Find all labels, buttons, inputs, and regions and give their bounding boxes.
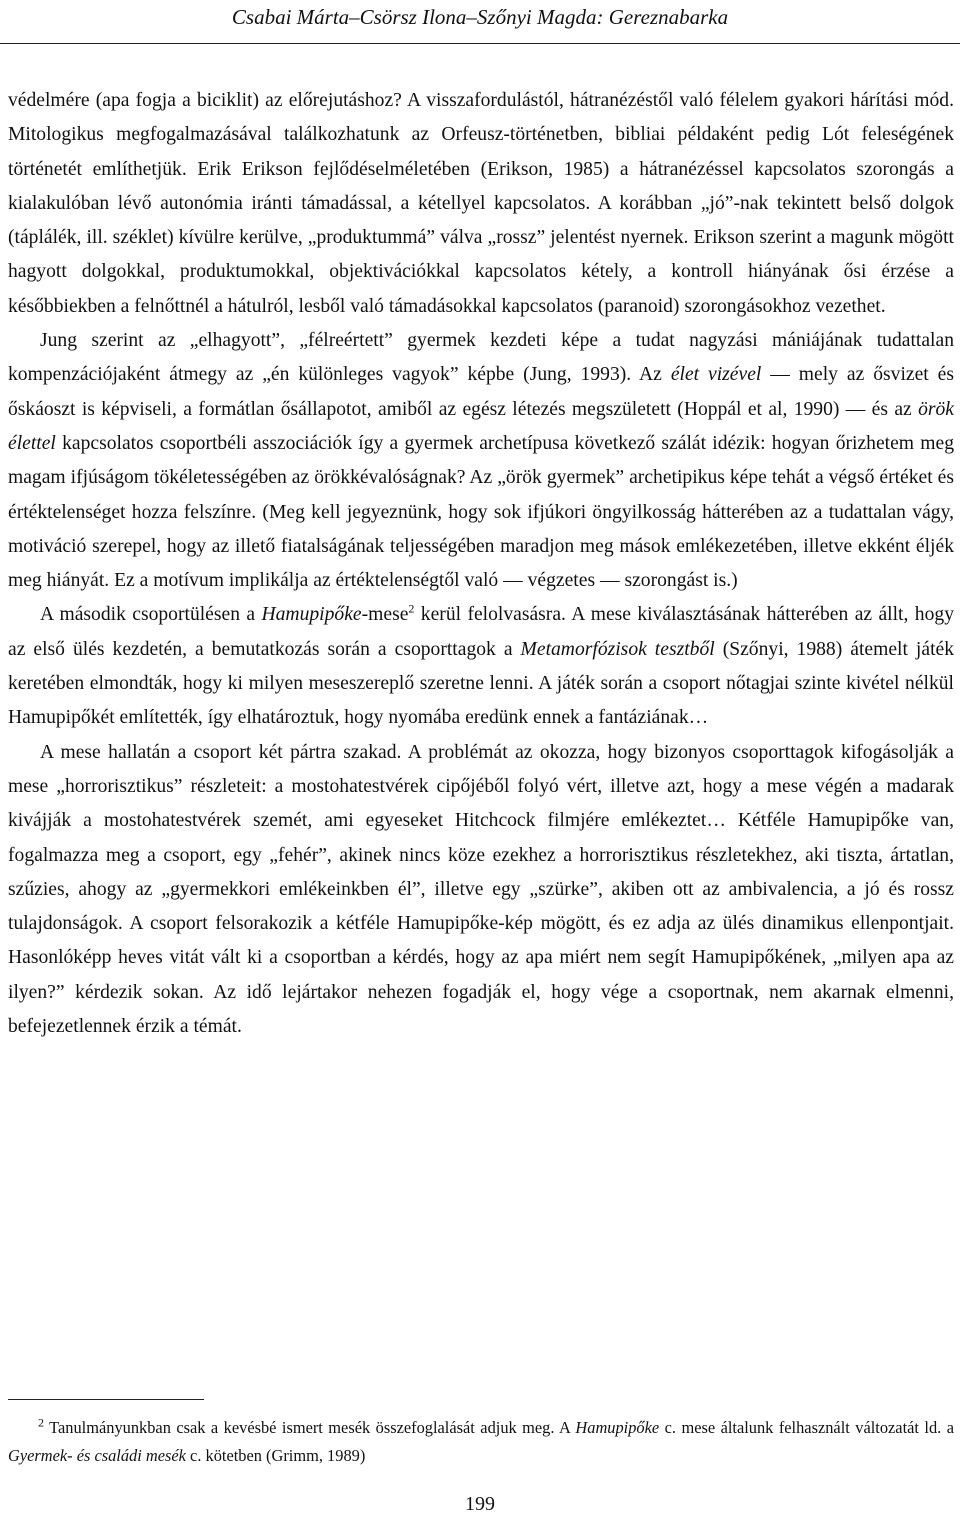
text-run: c. kötetben (Grimm, 1989) <box>185 1446 366 1465</box>
text-run: c. mese általunk felhasznált változatát ld. a <box>659 1418 954 1437</box>
text-run: A második csoportülésen a <box>40 604 262 626</box>
paragraph-1: védelmére (apa fogja a biciklit) az előrejutáshoz? A visszafordulástól, hátranézéstől való félelem gyakori hárítási mód. Mitologikus megfogalmazásával találkozhatunk az Orfeusz-történetben, bibliai példaként pedig Lót feleségének történetét említhetjük. Erik Erikson fejlődéselméletében (Erikson, 1985) a hátranézéssel kapcsolatos szorongás a kialakulóban lévő autonómia iránti támadással, a kétellyel kapcsolatos. A korábban „jó”-nak tekintett belső dolgok (táplálék, ill. széklet) kívülre kerülve, „produktummá” válva „rossz” jelentést nyernek. Erikson szerint a magunk mögött hagyott dolgokkal, produktumokkal, objektivációkkal kapcsolatos kétely, a kontroll hiányának ősi érzése a későbbiekben a felnőttnél a hátulról, lesből való támadásokkal kapcsolatos (paranoid) szorongásokhoz vezethet. <box>8 90 954 317</box>
running-header <box>0 0 960 44</box>
paragraph-2 <box>8 324 954 598</box>
paragraph-4: A mese hallatán a csoport két pártra szakad. A problémát az okozza, hogy bizonyos csoporttagok kifogásolják a mese „horrorisztikus” részleteit: a mostohatestvérek cipőjéből folyó vért, illetve azt, hogy a mese végén a madarak kivájják a mostohatestvérek szemét, ami egyeseket Hitchcock filmjére emlékeztet… Kétféle Hamupipőke van, fogalmazza meg a csoport, egy „fehér”, akinek nincs köze ezekhez a horrorisztikus részletekhez, aki tiszta, ártatlan, szűzies, ahogy az „gyermekkori emlékeinkben él”, illetve egy „szürke”, akiben ott az ambivalencia, a jó és rossz tulajdonságok. A csoport felsorakozik a kétféle Hamupipőke-kép mögött, és ez adja az ülés dinamikus ellenpontjait. Hasonlóképp heves vitát vált ki a csoportban a kérdés, hogy az apa miért nem segít Hamupipőkének, „milyen apa az ilyen?” kérdezik sokan. Az idő lejártakor nehezen fogadják el, hogy vége a csoportnak, nem akarnak elmenni, befejezetlennek érzik a témát. <box>8 741 954 1038</box>
text-run: kapcsolatos csoportbéli asszociációk így a gyermek archetípusa következő szálát idézik: hogyan őrizhetem meg magam ifjúságom tökéletességében az örökkévalóságnak? Az „örök gyermek” archetipikus képe tehát a végső értéket és értéktelenséget hozza felszínre. (Meg kell jegyeznünk, hogy sok ifjúkori öngyilkosság hátterében az a tudattalan vágy, motiváció szerepel, hogy az illető fiatalságának teljességében maradjon meg mások emlékezetében, illetve ekként éljék meg hiányát. Ez a motívum implikálja az értéktelenségtől való — végzetes — szorongást is.) <box>8 432 954 592</box>
footnote-rule <box>8 1399 204 1400</box>
italic-term: örök élettel <box>8 398 954 454</box>
text-run: (Szőnyi, 1988) átemelt játék keretében elmondták, hogy ki milyen meseszereplő szeretne lenni. A játék során a csoport nőtagjai szinte kivétel nélkül Hamupipőkét említették, így elhatároztuk, hogy nyomába eredünk ennek a fantáziának… <box>8 638 955 729</box>
page-number: 199 <box>465 1493 495 1515</box>
italic-title: Hamupipőke <box>261 604 362 626</box>
footnote-ref[interactable]: 2 <box>408 601 415 616</box>
text-run: Tanulmányunkban csak a kevésbé ismert mesék összefoglalását adjuk meg. A <box>44 1418 576 1437</box>
text-run: -mese <box>361 604 409 626</box>
italic-title: Metamorfózisok tesztből <box>520 638 715 660</box>
footnote <box>8 1414 954 1470</box>
italic-term: élet vizével <box>670 364 762 386</box>
italic-title: Hamupipőke <box>575 1418 660 1437</box>
footnote-number: 2 <box>38 1415 44 1430</box>
text-run: Jung szerint az „elhagyott”, „félreértett” gyermek kezdeti képe a tudat nagyzási mániájának tudattalan kompenzációjaként átmegy az „én különleges vagyok” képbe (Jung, 1993). Az <box>8 330 954 386</box>
running-title: Csabai Márta–Csörsz Ilona–Szőnyi Magda: Gereznabarka <box>231 5 729 29</box>
text-run: — mely az ősvizet és őskáoszt is képviseli, a formátlan ősállapotot, amiből az egész létezés megszületett (Hoppál et al, 1990) — és az <box>8 364 954 420</box>
body-text <box>8 84 954 1044</box>
italic-title: Gyermek- és családi mesék <box>8 1446 186 1465</box>
text-run: kerül felolvasásra. A mese kiválasztásának hátterében az állt, hogy az első ülés kezdetén, a bemutatkozás során a csoporttagok a <box>8 604 954 660</box>
paragraph-3 <box>8 598 954 735</box>
